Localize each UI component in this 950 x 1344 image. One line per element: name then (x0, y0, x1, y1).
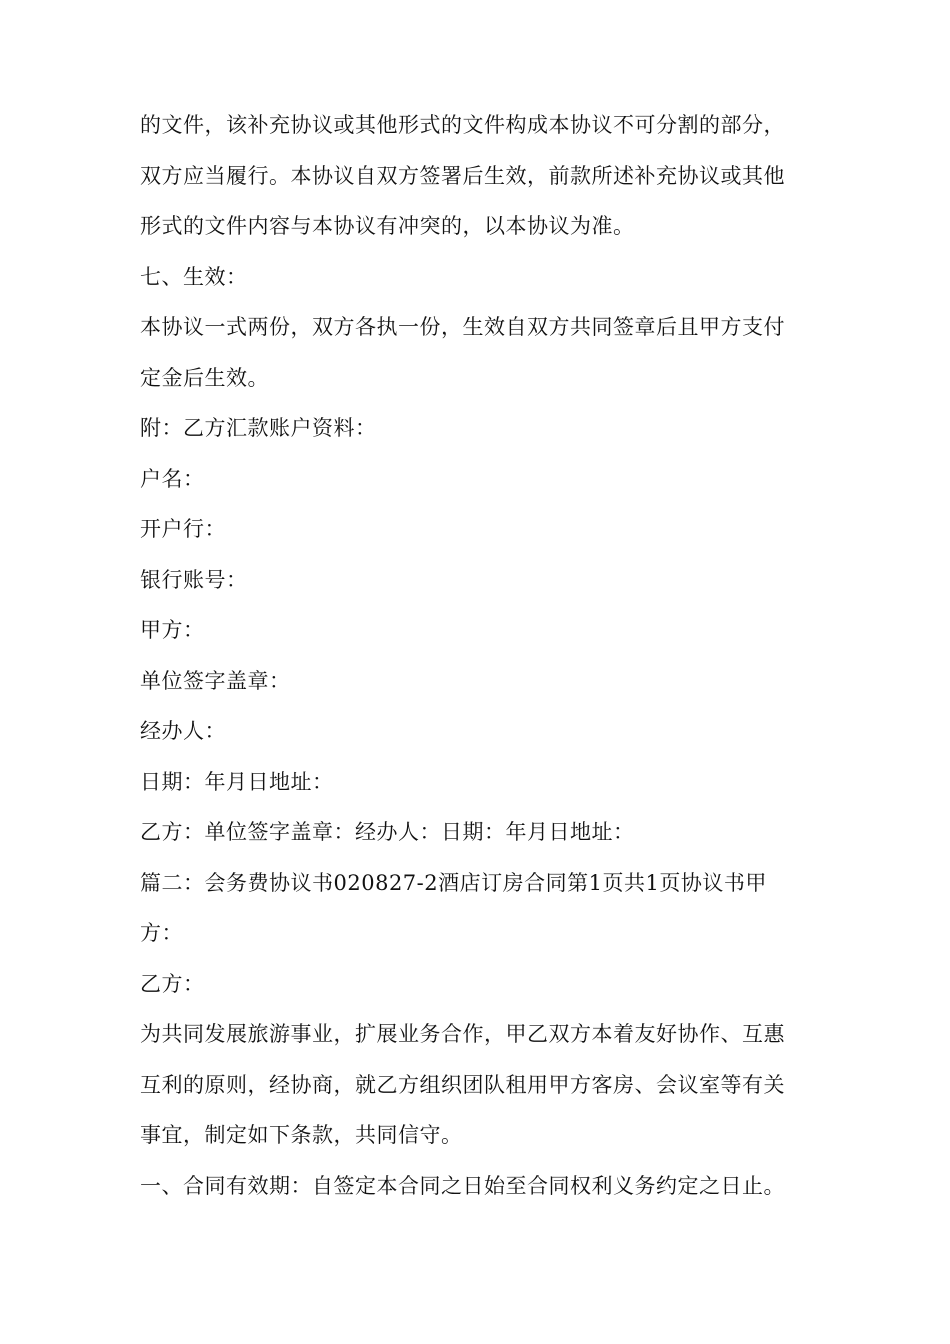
party-a-handler-field: 经办人： (140, 719, 226, 743)
text-line: 为共同发展旅游事业，扩展业务合作，甲乙双方本着友好协作、互惠 (140, 1022, 785, 1046)
part-two-title: 篇二：会务费协议书020827-2酒店订房合同第1页共1页协议书甲 (140, 870, 767, 895)
party-b-signature-line: 乙方：单位签字盖章：经办人：日期：年月日地址： (140, 820, 635, 844)
bank-field: 开户行： (140, 517, 226, 541)
party-a-date-address-field: 日期：年月日地址： (140, 769, 334, 794)
document-body (140, 100, 840, 1211)
account-name-field: 户名： (140, 466, 205, 491)
clause-contract-term: 一、合同有效期：自签定本合同之日始至合同权利义务约定之日止。 (140, 1173, 785, 1198)
party-a-label: 甲方： (140, 618, 205, 642)
text-line: 方： (140, 921, 183, 945)
text-line: 本协议一式两份，双方各执一份，生效自双方共同签章后且甲方支付 (140, 315, 785, 339)
text-line: 双方应当履行。本协议自双方签署后生效，前款所述补充协议或其他 (140, 163, 785, 188)
text-line: 定金后生效。 (140, 365, 269, 390)
account-number-field: 银行账号： (140, 567, 248, 592)
section-heading-effectiveness: 七、生效： (140, 264, 248, 289)
text-line: 形式的文件内容与本协议有冲突的，以本协议为准。 (140, 214, 635, 238)
text-line: 事宜，制定如下条款，共同信守。 (140, 1123, 463, 1147)
appendix-heading: 附：乙方汇款账户资料： (140, 416, 377, 440)
text-line: 互利的原则，经协商，就乙方组织团队租用甲方客房、会议室等有关 (140, 1072, 785, 1097)
party-b-label: 乙方： (140, 971, 205, 996)
party-a-seal-field: 单位签字盖章： (140, 668, 291, 693)
text-line: 的文件，该补充协议或其他形式的文件构成本协议不可分割的部分， (140, 113, 785, 137)
